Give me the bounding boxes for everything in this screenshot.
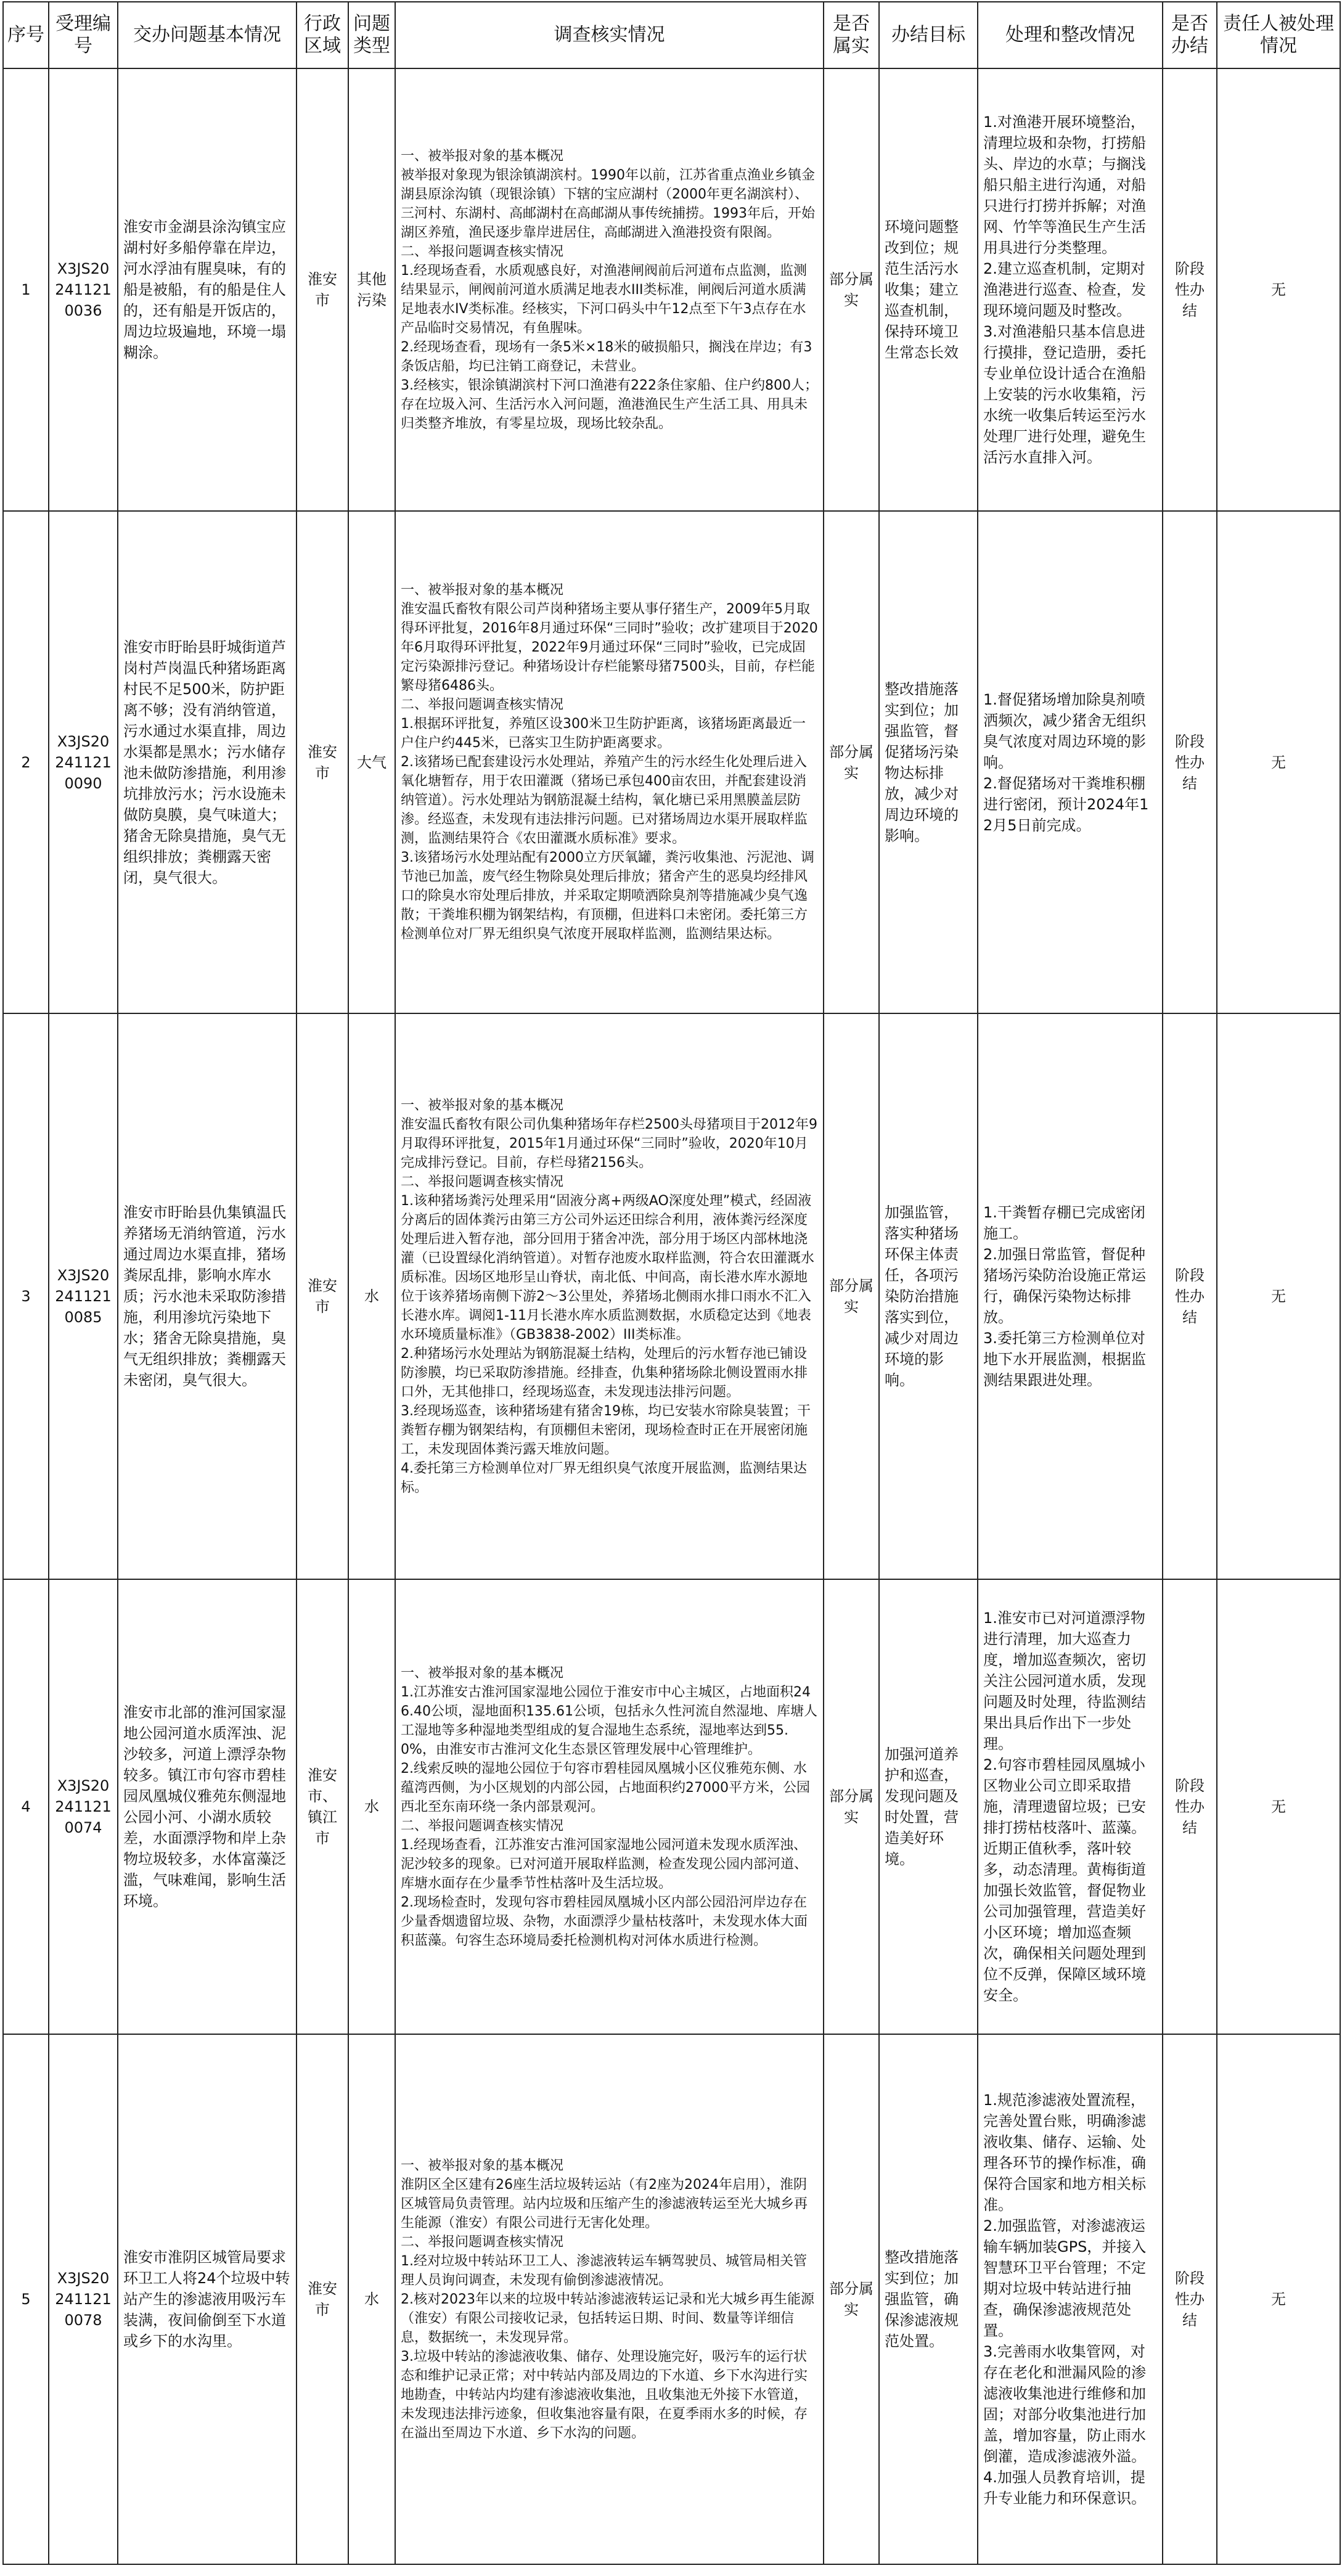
row-code: X3JS202411210085	[49, 1013, 118, 1579]
header-done: 是否办结	[1163, 2, 1217, 68]
row-true: 部分属实	[824, 1579, 879, 2034]
row-region: 淮安市	[297, 511, 348, 1013]
header-type: 问题类型	[348, 2, 395, 68]
handling-line: 1.督促猪场增加除臭剂喷洒频次，减少猪舍无组织臭气浓度对周边环境的影响。	[983, 690, 1146, 771]
investigation-line: 2.种猪场污水处理站为钢筋混凝土结构，处理后的污水暂存池已铺设防渗膜，均已采取防渗措施。经排查，仇集种猪场除北侧设置雨水排口外，无其他排口，经现场巡查，未发现违法排污问题。	[401, 1346, 808, 1400]
header-row	[3, 2, 1340, 68]
row-type: 水	[348, 1579, 395, 2034]
row-type: 水	[348, 1013, 395, 1579]
row-true: 部分属实	[824, 511, 879, 1013]
investigation-line: 1.经现场查看，水质观感良好，对渔港闸阀前后河道布点监测，监测结果显示，闸阀前河道水质满足地表水III类标准，闸阀后河道水质满足地表水IV类标准。经核实，下河口码头中午12点至下午3点存在水产品临时交易情况，有鱼腥味。	[401, 263, 807, 336]
investigation-line: 3.垃圾中转站的渗滤液收集、储存、处理设施完好，吸污车的运行状态和维护记录正常；对中转站内部及周边的下水道、乡下水沟进行实地勘查，中转站内均建有渗滤液收集池，且收集池无外接下水管道，未发现违法排污迹象，但收集池容量有限，在夏季雨水多的时候，存在溢出至周边下水道、乡下水沟的问题。	[401, 2349, 808, 2441]
row-investigation	[395, 1013, 824, 1579]
handling-line: 1.淮安市已对河道漂浮物进行清理，加大巡查力度，增加巡查频次，密切关注公园河道水质，发现问题及时处理，待监测结果出具后作出下一步处理。	[983, 1609, 1146, 1752]
row-problem: 淮安市盱眙县仇集镇温氏养猪场无消纳管道，污水通过周边水渠直排，猪场粪尿乱排，影响水库水质；污水池未采取防渗措施，利用渗坑污染地下水；猪舍无除臭措施，臭气无组织排放；粪棚露天未密闭，臭气很大。	[118, 1013, 297, 1579]
row-type: 大气	[348, 511, 395, 1013]
header-target: 办结目标	[879, 2, 978, 68]
investigation-line: 1.经对垃圾中转站环卫工人、渗滤液转运车辆驾驶员、城管局相关管理人员询问调查，未发现有偷倒渗滤液情况。	[401, 2253, 807, 2288]
row-target: 整改措施落实到位；加强监管，确保渗滤液规范处置。	[879, 2034, 978, 2564]
row-done: 阶段性办结	[1163, 68, 1217, 511]
row-investigation	[395, 1579, 824, 2034]
row-investigation	[395, 68, 824, 511]
table-row	[3, 511, 1340, 1013]
investigation-line: 2.现场检查时，发现句容市碧桂园凤凰城小区内部公园沿河岸边存在少量香烟遗留垃圾、杂物，水面漂浮少量枯枝落叶，未发现水体大面积蓝藻。句容生态环境局委托检测机构对河体水质进行检测。	[401, 1894, 808, 1948]
row-handling	[978, 2034, 1163, 2564]
row-problem: 淮安市金湖县涂沟镇宝应湖村好多船停靠在岸边，河水浮油有腥臭味，有的船是被船，有的船是住人的，还有船是开饭店的，周边垃圾遍地，环境一塌糊涂。	[118, 68, 297, 511]
row-person: 无	[1217, 2034, 1340, 2564]
row-problem: 淮安市淮阴区城管局要求环卫工人将24个垃圾中转站产生的渗滤液用吸污车装满，夜间偷倒至下水道或乡下的水沟里。	[118, 2034, 297, 2564]
table-row	[3, 2034, 1340, 2564]
handling-line: 1.干粪暂存棚已完成密闭施工。	[983, 1204, 1145, 1242]
investigation-line: 2.经现场查看，现场有一条5米×18米的破损船只，搁浅在岸边；有3条饭店船，均已注销工商登记，未营业。	[401, 339, 812, 374]
investigation-line: 二、举报问题调查核实情况	[401, 1818, 564, 1834]
row-target: 加强河道养护和巡查，发现问题及时处置，营造美好环境。	[879, 1579, 978, 2034]
investigation-line: 4.委托第三方检测单位对厂界无组织臭气浓度开展监测，监测结果达标。	[401, 1460, 807, 1495]
investigation-line: 1.该种猪场粪污处理采用“固液分离+两级AO深度处理”模式，经固液分离后的固体粪污由第三方公司外运还田综合利用，液体粪污经深度处理后进入暂存池，部分回用于猪舍冲洗，部分用于场区内部林地浇灌（已设置绿化消纳管道）。对暂存池废水取样监测，符合农田灌溉水质标准。因场区地形呈山脊状，南北低、中间高，南长港水库水源地位于该养猪场南侧下游2～3公里处，养猪场北侧雨水排口雨水不汇入长港水库。调阅1-11月长港水库水质监测数据，水质稳定达到《地表水环境质量标准》（GB3838-2002）III类标准。	[401, 1193, 815, 1343]
investigation-line: 1.根据环评批复，养殖区设300米卫生防护距离，该猪场距离最近一户住户约445米，已落实卫生防护距离要求。	[401, 716, 806, 751]
handling-line: 2.建立巡查机制，定期对渔港进行巡查、检查，发现环境问题及时整改。	[983, 260, 1146, 319]
table-row	[3, 68, 1340, 511]
row-type: 其他污染	[348, 68, 395, 511]
handling-line: 2.加强监管，对渗滤液运输车辆加装GPS，并接入智慧环卫平台管理；不定期对垃圾中转站进行抽查，确保渗滤液规范处置。	[983, 2217, 1147, 2339]
row-type: 水	[348, 2034, 395, 2564]
investigation-line: 二、举报问题调查核实情况	[401, 2234, 564, 2250]
handling-line: 3.对渔港船只基本信息进行摸排，登记造册，委托专业单位设计适合在渔船上安装的污水收集箱，污水统一收集后转运至污水处理厂进行处理，避免生活污水直排入河。	[983, 323, 1146, 466]
row-target: 环境问题整改到位；规范生活污水收集；建立巡查机制，保持环境卫生常态长效	[879, 68, 978, 511]
table-row	[3, 1579, 1340, 2034]
row-done: 阶段性办结	[1163, 1579, 1217, 2034]
investigation-line: 3.经核实，银涂镇湖滨村下河口渔港有222条住家船、住户约800人；存在垃圾入河、生活污水入河问题，渔港渔民生产生活工具、用具未归类整齐堆放，有零星垃圾，现场比较杂乱。	[401, 377, 818, 431]
handling-line: 3.完善雨水收集管网，对存在老化和泄漏风险的渗滤液收集池进行维修和加固；对部分收集池进行加盖，增加容量，防止雨水倒灌，造成渗滤液外溢。	[983, 2343, 1146, 2465]
investigation-line: 一、被举报对象的基本概况	[401, 583, 564, 598]
investigation-line: 二、举报问题调查核实情况	[401, 697, 564, 713]
row-region: 淮安市	[297, 68, 348, 511]
header-handling: 处理和整改情况	[978, 2, 1163, 68]
row-code: X3JS202411210090	[49, 511, 118, 1013]
row-done: 阶段性办结	[1163, 511, 1217, 1013]
row-handling	[978, 1013, 1163, 1579]
handling-line: 1.对渔港开展环境整治，清理垃圾和杂物，打捞船头、岸边的水草；与搁浅船只船主进行沟通，对船只进行打捞并拆解；对渔网、竹竿等渔民生产生活用具进行分类整理。	[983, 113, 1146, 256]
row-problem: 淮安市盱眙县盱城街道芦岗村芦岗温氏种猪场距离村民不足500米，防护距离不够；没有消纳管道，污水通过水渠直排，周边水渠都是黑水；污水储存池未做防渗措施，利用渗坑排放污水；污水设施未做防臭膜，臭气味道大；猪舍无除臭措施，臭气无组织排放；粪棚露天密闭，臭气很大。	[118, 511, 297, 1013]
investigation-line: 淮阴区全区建有26座生活垃圾转运站（有2座为2024年启用），淮阴区城管局负责管理。站内垃圾和压缩产生的渗滤液转运至光大城乡再生能源（淮安）有限公司进行无害化处理。	[401, 2177, 808, 2231]
investigation-line: 3.经现场巡查，该种猪场建有猪舍19栋，均已安装水帘除臭装置；干粪暂存棚为钢架结构，有顶棚但未密闭，现场检查时正在开展密闭施工，未发现固体粪污露天堆放问题。	[401, 1403, 811, 1457]
investigation-line: 1.经现场查看，江苏淮安古淮河国家湿地公园河道未发现水质浑浊、泥沙较多的现象。已对河道开展取样监测，检查发现公园内部河道、库塘水面存在少量季节性枯落叶及生活垃圾。	[401, 1837, 808, 1891]
table-row	[3, 1013, 1340, 1579]
header-region: 行政区域	[297, 2, 348, 68]
row-person: 无	[1217, 1013, 1340, 1579]
header-no: 序号	[3, 2, 49, 68]
row-code: X3JS202411210036	[49, 68, 118, 511]
handling-line: 2.加强日常监管，督促种猪场污染防治设施正常运行，确保污染物达标排放。	[983, 1246, 1146, 1326]
row-region: 淮安市	[297, 1013, 348, 1579]
row-code: X3JS202411210074	[49, 1579, 118, 2034]
row-person: 无	[1217, 1579, 1340, 2034]
row-true: 部分属实	[824, 68, 879, 511]
row-problem: 淮安市北部的淮河国家湿地公园河道水质浑浊、泥沙较多，河道上漂浮杂物较多。镇江市句容市碧桂园凤凰城仪雅苑东侧湿地公园小河、小湖水质较差，水面漂浮物和岸上杂物垃圾较多，水体富藻泛滥，气味难闻，影响生活环境。	[118, 1579, 297, 2034]
row-person: 无	[1217, 68, 1340, 511]
row-handling	[978, 511, 1163, 1013]
investigation-line: 被举报对象现为银涂镇湖滨村。1990年以前，江苏省重点渔业乡镇金湖县原涂沟镇（现银涂镇）下辖的宝应湖村（2000年更名湖滨村）、三河村、东湖村、高邮湖村在高邮湖从事传统捕捞。1993年后，开始湖区养殖，渔民逐步靠岸进居住，高邮湖进入渔港投资有限阁。	[401, 167, 815, 240]
investigation-line: 二、举报问题调查核实情况	[401, 1174, 564, 1190]
row-person: 无	[1217, 511, 1340, 1013]
investigation-line: 1.江苏淮安古淮河国家湿地公园位于淮安市中心主城区，占地面积246.40公顷，湿地面积135.61公顷，包括永久性河流自然湿地、库塘人工湿地等多种湿地类型组成的复合湿地生态系统，湿地率达到55.0%，由淮安市古淮河文化生态景区管理发展中心管理维护。	[401, 1684, 817, 1757]
row-region: 淮安市、镇江市	[297, 1579, 348, 2034]
investigation-line: 淮安温氏畜牧有限公司芦岗种猪场主要从事仔猪生产，2009年5月取得环评批复，2016年8月通过环保“三同时”验收；改扩建项目于2020年6月取得环评批复，2022年9月通过环保“三同时”验收，已完成固定污染源排污登记。种猪场设计存栏能繁母猪7500头，目前，存栏能繁母猪6486头。	[401, 602, 818, 693]
investigation-line: 2.该猪场已配套建设污水处理站，养殖产生的污水经生化处理后进入氧化塘暂存，用于农田灌溉（猪场已承包400亩农田，并配套建设消纳管道）。污水处理站为钢筋混凝土结构，氧化塘已采用黑膜盖层防渗。经巡查，未发现有违法排污问题。已对猪场周边水渠开展取样监测，监测结果符合《农田灌溉水质标准》要求。	[401, 754, 808, 846]
row-investigation	[395, 2034, 824, 2564]
handling-line: 1.规范渗滤液处置流程，完善处置台账，明确渗滤液收集、储存、运输、处理各环节的操作标准，确保符合国家和地方相关标准。	[983, 2091, 1146, 2214]
header-investigation: 调查核实情况	[395, 2, 824, 68]
handling-line: 2.句容市碧桂园凤凰城小区物业公司立即采取措施，清理遗留垃圾；已安排打捞枯枝落叶、蓝藻。近期正值秋季，落叶较多，动态清理。黄梅街道加强长效监管，督促物业公司加强管理，营造美好小区环境；增加巡查频次，确保相关问题处理到位不反弹，保障区域环境安全。	[983, 1756, 1146, 2004]
investigation-line: 二、举报问题调查核实情况	[401, 243, 564, 260]
row-region: 淮安市	[297, 2034, 348, 2564]
row-no: 2	[3, 511, 49, 1013]
row-target: 整改措施落实到位；加强监管，督促猪场污染物达标排放，减少对周边环境的影响。	[879, 511, 978, 1013]
row-no: 3	[3, 1013, 49, 1579]
investigation-line: 3.该猪场污水处理站配有2000立方厌氧罐，粪污收集池、污泥池、调节池已加盖，废气经生物除臭处理后排放；猪舍产生的恶臭均经排风口的除臭水帘处理后排放，并采取定期喷洒除臭剂等措施减少臭气逸散；干粪堆积棚为钢架结构，有顶棚，但进料口未密闭。委托第三方检测单位对厂界无组织臭气浓度开展取样监测，监测结果达标。	[401, 850, 814, 942]
row-handling	[978, 1579, 1163, 2034]
header-code: 受理编号	[49, 2, 118, 68]
row-target: 加强监管，落实种猪场环保主体责任，各项污染防治措施落实到位，减少对周边环境的影响。	[879, 1013, 978, 1579]
handling-line: 2.督促猪场对干粪堆积棚进行密闭，预计2024年12月5日前完成。	[983, 774, 1149, 834]
header-person: 责任人被处理情况	[1217, 2, 1340, 68]
investigation-line: 一、被举报对象的基本概况	[401, 2157, 564, 2173]
row-handling	[978, 68, 1163, 511]
row-code: X3JS202411210078	[49, 2034, 118, 2564]
investigation-line: 一、被举报对象的基本概况	[401, 1097, 564, 1113]
row-true: 部分属实	[824, 1013, 879, 1579]
investigation-line: 2.核对2023年以来的垃圾中转站渗滤液转运记录和光大城乡再生能源（淮安）有限公司接收记录，包括转运日期、时间、数量等详细信息，数据统一，未发现异常。	[401, 2291, 814, 2345]
investigation-line: 淮安温氏畜牧有限公司仇集种猪场年存栏2500头母猪项目于2012年9月取得环评批复，2015年1月通过环保“三同时”验收，2020年10月完成排污登记。目前，存栏母猪2156头。	[401, 1116, 817, 1171]
row-done: 阶段性办结	[1163, 2034, 1217, 2564]
row-investigation	[395, 511, 824, 1013]
investigation-line: 2.线索反映的湿地公园位于句容市碧桂园凤凰城小区仪雅苑东侧、水蕴湾西侧，为小区规划的内部公园，占地面积约27000平方米，公园西北至东南环绕一条内部景观河。	[401, 1760, 810, 1815]
row-no: 4	[3, 1579, 49, 2034]
handling-line: 4.加强人员教育培训，提升专业能力和环保意识。	[983, 2469, 1146, 2507]
handling-line: 3.委托第三方检测单位对地下水开展监测，根据监测结果跟进处理。	[983, 1330, 1146, 1389]
investigation-line: 一、被举报对象的基本概况	[401, 148, 564, 164]
header-true: 是否属实	[824, 2, 879, 68]
complaint-table	[2, 1, 1341, 2565]
row-true: 部分属实	[824, 2034, 879, 2564]
row-no: 5	[3, 2034, 49, 2564]
row-no: 1	[3, 68, 49, 511]
investigation-line: 一、被举报对象的基本概况	[401, 1665, 564, 1681]
row-done: 阶段性办结	[1163, 1013, 1217, 1579]
header-problem: 交办问题基本情况	[118, 2, 297, 68]
